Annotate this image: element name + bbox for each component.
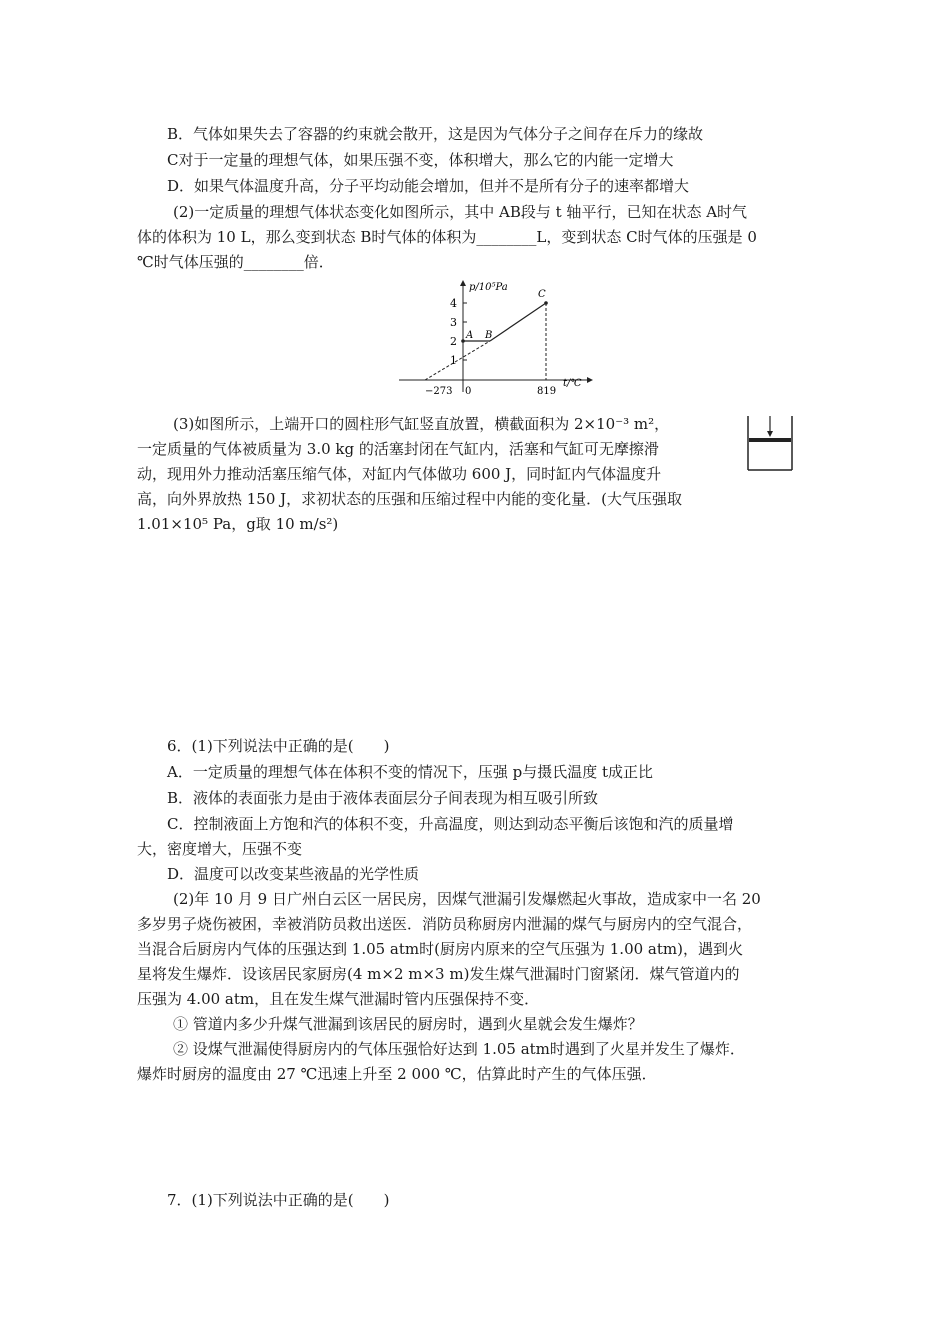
q6-2-line-3: 当混合后厨房内气体的压强达到 1.05 atm时(厨房内原来的空气压强为 1.00 atm)，遇到火 bbox=[137, 940, 743, 958]
x-tick-0: 0 bbox=[465, 386, 472, 397]
q5-2-line-2: 体的体积为 10 L，那么变到状态 B时气体的体积为________L，变到状态 C时气体的压强是 0 bbox=[137, 228, 757, 246]
label-b: B bbox=[485, 330, 493, 341]
y-axis-label: p/10⁵Pa bbox=[469, 282, 508, 293]
q6-2-line-5: 压强为 4.00 atm，且在发生煤气泄漏时管内压强保持不变． bbox=[137, 990, 540, 1008]
q6-2-sub-1: ① 管道内多少升煤气泄漏到该居民的厨房时，遇到火星就会发生爆炸？ bbox=[173, 1015, 643, 1033]
y-tick-2: 2 bbox=[450, 335, 457, 348]
q6-2-line-4: 星将发生爆炸．设该居民家厨房(4 m×2 m×3 m)发生煤气泄漏时门窗紧闭．煤气管道内的 bbox=[137, 965, 740, 983]
pressure-temperature-graph bbox=[395, 278, 595, 398]
q5-3-line-1: (3)如图所示，上端开口的圆柱形气缸竖直放置，横截面积为 2×10⁻³ m²， bbox=[173, 415, 670, 433]
q5-3-line-2: 一定质量的气体被质量为 3.0 kg 的活塞封闭在气缸内，活塞和气缸可无摩擦滑 bbox=[137, 440, 659, 458]
q5-2-line-1: (2)一定质量的理想气体状态变化如图所示，其中 AB段与 t 轴平行，已知在状态 A时气 bbox=[173, 203, 748, 221]
y-tick-4: 4 bbox=[450, 297, 457, 310]
x-axis-label: t/℃ bbox=[563, 378, 582, 389]
x-tick-minus-273: −273 bbox=[425, 386, 453, 397]
q6-option-c-2: 大，密度增大，压强不变 bbox=[137, 840, 303, 858]
segment-bc bbox=[490, 303, 546, 341]
option-c-line: C对于一定量的理想气体，如果压强不变，体积增大，那么它的内能一定增大 bbox=[167, 151, 674, 169]
q6-2-sub-2-line-2: 爆炸时厨房的温度由 27 ℃迅速上升至 2 000 ℃，估算此时产生的气体压强． bbox=[137, 1065, 657, 1083]
q5-3-line-4: 高，向外界放热 150 J，求初状态的压强和压缩过程中内能的变化量．(大气压强取 bbox=[137, 490, 683, 508]
q5-3-line-5: 1.01×10⁵ Pa，g取 10 m/s²) bbox=[137, 515, 339, 533]
label-a: A bbox=[466, 330, 474, 341]
q6-option-d: D．温度可以改变某些液晶的光学性质 bbox=[167, 865, 420, 883]
x-tick-819: 819 bbox=[537, 386, 557, 397]
q7-1-line: 7．(1)下列说法中正确的是( ) bbox=[167, 1191, 390, 1209]
point-a bbox=[461, 339, 465, 343]
q6-option-b: B．液体的表面张力是由于液体表面层分子间表现为相互吸引所致 bbox=[167, 789, 599, 807]
q6-2-line-2: 多岁男子烧伤被困，幸被消防员救出送医．消防员称厨房内泄漏的煤气与厨房内的空气混合， bbox=[137, 915, 753, 933]
q6-2-sub-2-line-1: ② 设煤气泄漏使得厨房内的气体压强恰好达到 1.05 atm时遇到了火星并发生了爆炸． bbox=[173, 1040, 745, 1058]
q6-option-c-1: C．控制液面上方饱和汽的体积不变，升高温度，则达到动态平衡后该饱和汽的质量增 bbox=[167, 815, 734, 833]
option-b-line: B．气体如果失去了容器的约束就会散开，这是因为气体分子之间存在斥力的缘故 bbox=[167, 125, 704, 143]
extrapolation-line bbox=[425, 341, 490, 380]
q6-option-a: A．一定质量的理想气体在体积不变的情况下，压强 p与摄氏温度 t成正比 bbox=[167, 763, 654, 781]
q5-2-line-3: ℃时气体压强的________倍． bbox=[137, 253, 334, 271]
y-tick-1: 1 bbox=[450, 354, 457, 367]
q5-3-line-3: 动，现用外力推动活塞压缩气体，对缸内气体做功 600 J，同时缸内气体温度升 bbox=[137, 465, 662, 483]
option-d-line: D．如果气体温度升高，分子平均动能会增加，但并不是所有分子的速率都增大 bbox=[167, 177, 690, 195]
label-c: C bbox=[538, 289, 546, 300]
q6-1-line: 6．(1)下列说法中正确的是( ) bbox=[167, 737, 390, 755]
y-tick-3: 3 bbox=[450, 316, 457, 329]
q6-2-line-1: (2)年 10 月 9 日广州白云区一居民房，因煤气泄漏引发爆燃起火事故，造成家中一名 20 bbox=[173, 890, 761, 908]
cylinder-piston-figure bbox=[742, 412, 798, 474]
point-c bbox=[544, 301, 548, 305]
